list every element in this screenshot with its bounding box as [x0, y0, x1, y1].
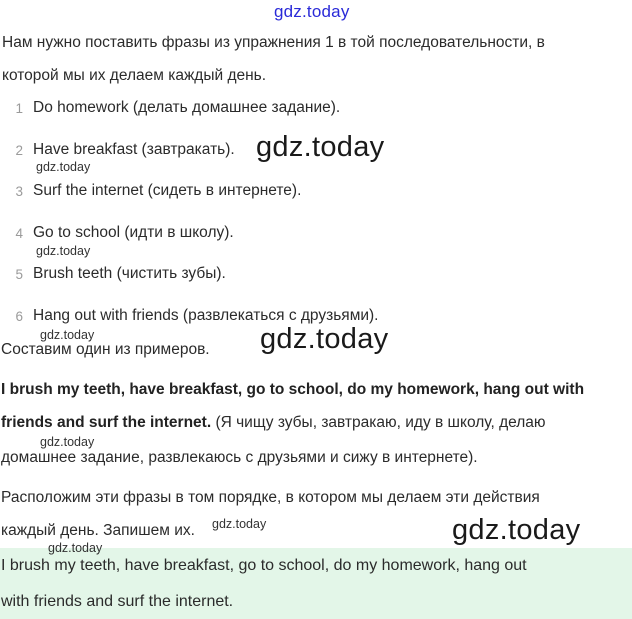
list-text: Go to school (идти в школу). — [33, 224, 234, 241]
list-text: Do homework (делать домашнее задание). — [33, 99, 341, 116]
arrange-line-1: Расположим эти фразы в том порядке, в котором мы делаем эти действия — [1, 489, 540, 506]
example-line-1 — [1, 381, 584, 399]
list-number: 5 — [15, 267, 23, 282]
example-bold-1: I brush my teeth, have breakfast, go to school, do my homework, hang out with — [1, 381, 585, 398]
list-number: 6 — [15, 309, 23, 324]
watermark: gdz.today — [48, 541, 103, 555]
watermark: gdz.today — [212, 517, 267, 531]
watermark: gdz.today — [36, 244, 91, 258]
list-number: 3 — [15, 184, 23, 199]
example-translation-start: (Я чищу зубы, завтракаю, иду в школу, делаю — [211, 414, 546, 431]
watermark: gdz.today — [40, 435, 95, 449]
intro-line-2: которой мы их делаем каждый день. — [2, 67, 267, 84]
answer-line-1: I brush my teeth, have breakfast, go to school, do my homework, hang out — [1, 557, 527, 574]
watermark: gdz.today — [452, 514, 581, 546]
watermark: gdz.today — [40, 328, 95, 342]
arrange-line-2: каждый день. Запишем их. — [1, 522, 195, 539]
list-number: 1 — [15, 101, 23, 116]
list-item — [0, 181, 632, 205]
list-number: 2 — [15, 143, 23, 158]
example-line-2 — [1, 414, 546, 432]
list-number: 4 — [15, 226, 23, 241]
watermark: gdz.today — [260, 323, 389, 355]
list-text: Surf the internet (сидеть в интернете). — [33, 182, 302, 199]
example-bold-2: friends and surf the internet. — [1, 414, 212, 431]
example-line-3: домашнее задание, развлекаюсь с друзьями и сижу в интернете). — [1, 449, 478, 466]
answer-line-2: with friends and surf the internet. — [1, 593, 234, 610]
list-text: Hang out with friends (развлекаться с друзьями). — [33, 307, 379, 324]
top-watermark: gdz.today — [274, 2, 350, 21]
watermark: gdz.today — [256, 131, 385, 163]
list-item — [0, 264, 632, 288]
list-item — [0, 98, 632, 122]
compose-line: Составим один из примеров. — [1, 341, 210, 358]
list-text: Have breakfast (завтракать). — [33, 141, 235, 158]
intro-line-1: Нам нужно поставить фразы из упражнения 1 в той последовательности, в — [2, 34, 545, 51]
list-text: Brush teeth (чистить зубы). — [33, 265, 226, 282]
list-item — [0, 223, 632, 247]
watermark: gdz.today — [36, 160, 91, 174]
